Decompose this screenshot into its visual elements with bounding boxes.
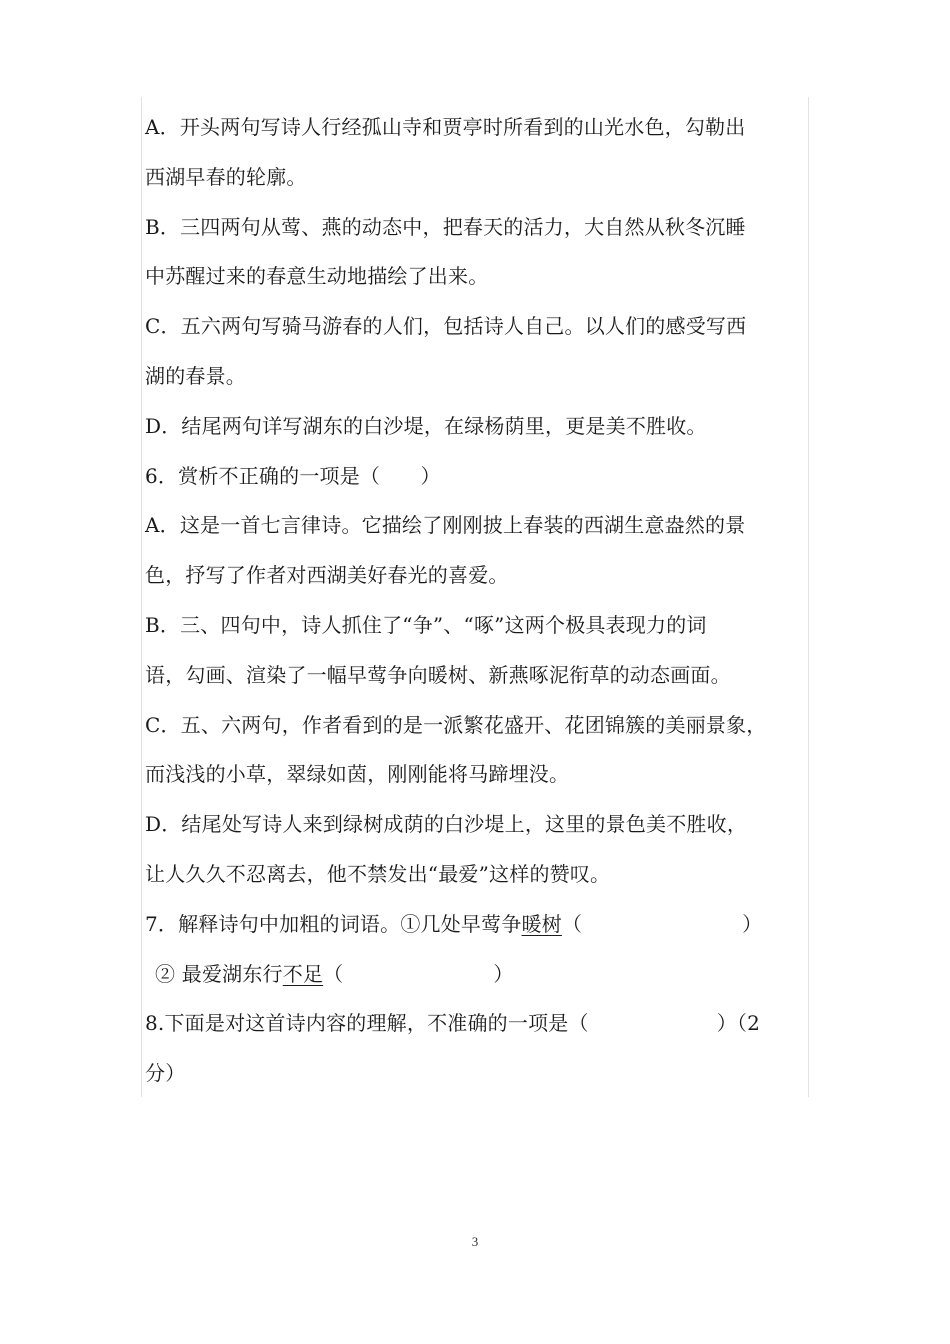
page-number: 3: [471, 1234, 479, 1249]
text-line: 分）: [145, 1061, 186, 1086]
text-line: D．结尾两句详写湖东的白沙堤，在绿杨荫里，更是美不胜收。: [145, 413, 707, 438]
text-line: 湖的春景。: [145, 363, 246, 388]
document-body: [145, 103, 815, 1099]
text-line: A．这是一首七言律诗。它描绘了刚刚披上春装的西湖生意盎然的景: [145, 513, 746, 538]
item-2-text: ② 最爱湖东行: [155, 961, 283, 986]
question-8: [145, 999, 815, 1049]
paren-open: （: [561, 911, 583, 936]
text-line: D．结尾处写诗人来到绿树成荫的白沙堤上，这里的景色美不胜收，: [145, 812, 748, 837]
text-line: 而浅浅的小草，翠绿如茵，刚刚能将马蹄埋没。: [145, 762, 570, 787]
question-7: [145, 900, 815, 950]
question-8-text: 8.下面是对这首诗内容的理解，不准确的一项是（: [145, 1011, 589, 1036]
paren-open: （: [323, 961, 344, 986]
score-text: ）（2: [716, 1011, 761, 1036]
question-7-item-2: [145, 950, 815, 1000]
question-7-text: 7．解释诗句中加粗的词语。①几处早莺争: [145, 911, 522, 936]
paren-close: ）: [742, 911, 763, 936]
text-line: 西湖早春的轮廓。: [145, 164, 307, 189]
text-line: 语，勾画、渲染了一幅早莺争向暖树、新燕啄泥衔草的动态画面。: [145, 662, 731, 687]
text-line: B．三、四句中，诗人抓住了“争”、“啄”这两个极具表现力的词: [145, 612, 707, 637]
underlined-word: 暖树: [521, 911, 562, 936]
text-line: 色，抒写了作者对西湖美好春光的喜爱。: [145, 563, 509, 588]
text-line: A．开头两句写诗人行经孤山寺和贾亭时所看到的山光水色，勾勒出: [145, 115, 746, 139]
text-line: C．五、六两句，作者看到的是一派繁花盛开、花团锦簇的美丽景象，: [145, 712, 767, 737]
underlined-word: 不足: [282, 961, 324, 986]
question-6: 6．赏析不正确的一项是（ ）: [145, 463, 441, 488]
text-line: C．五六两句写骑马游春的人们，包括诗人自己。以人们的感受写西: [145, 314, 747, 339]
text-line: 让人久久不忍离去，他不禁发出“最爱”这样的赞叹。: [145, 861, 611, 886]
paren-close: ）: [493, 961, 514, 986]
text-line: 中苏醒过来的春意生动地描绘了出来。: [145, 264, 489, 289]
text-line: B．三四两句从莺、燕的动态中，把春天的活力，大自然从秋冬沉睡: [145, 214, 746, 239]
